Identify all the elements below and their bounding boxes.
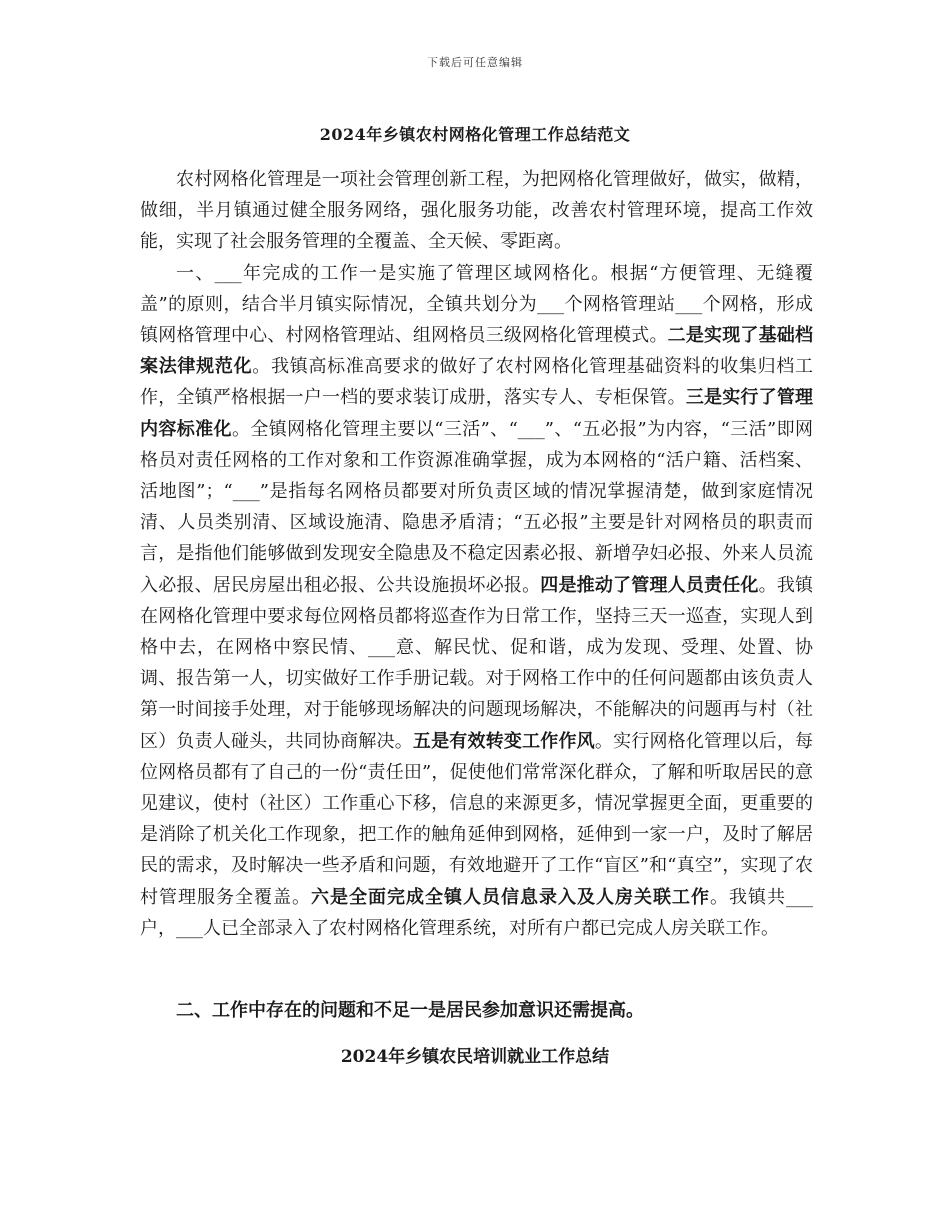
problems-section-heading: 二、工作中存在的问题和不足一是居民参加意识还需提高。 (176, 1000, 644, 1021)
intro-paragraph: 农村网格化管理是一项社会管理创新工程，为把网格化管理做好，做实，做精，做细，半月镇通过健全服务网络，强化服务功能，改善农村管理环境，提高工作效能，实现了社会服务管理的全覆盖、全天候、零距离。 (140, 169, 813, 253)
achievement-3-text: 。全镇网格化管理主要以“三活”、“___”、“五必报”为内容，“三活”即网格员对责任网格的工作对象和工作资源准确掌握，成为本网格的“活户籍、活档案、活地图”；“___”是指每名网格员都要对所负责区域的情况掌握清楚，做到家庭情况清、人员类别清、区域设施清、隐患矛盾清；“五必报”主要是针对网格员的职责而言，是指他们能够做到发现安全隐患及不稳定因素必报、新增孕妇必报、外来人员流入必报、居民房屋出租必报、公共设施损坏必报。 (140, 418, 814, 596)
achievement-6-heading: 六是全面完成全镇人员信息录入及人房关联工作 (311, 886, 710, 908)
achievements-paragraph (140, 258, 813, 944)
achievement-4-heading: 四是推动了管理人员责任化 (540, 574, 759, 596)
achievement-1-text: 一、___年完成的工作一是实施了管理区域网格化。根据“方便管理、无缝覆盖”的原则，结合半月镇实际情况，全镇共划分为___个网格管理站___个网格，形成镇网格管理中心、村网格管理站、组网格员三级网格化管理模式。 (140, 262, 813, 347)
next-document-title: 2024年乡镇农民培训就业工作总结 (340, 1047, 610, 1067)
page-header-note: 下载后可任意编辑 (427, 56, 523, 69)
achievement-6-text: 。我镇共___户，___人已全部录入了农村网格化管理系统，对所有户都已完成人房关联工作。 (140, 886, 813, 939)
achievement-2-text: 。我镇高标准高要求的做好了农村网格化管理基础资料的收集归档工作，全镇严格根据一户一档的要求装订成册，落实专人、专柜保管。 (140, 356, 814, 409)
document-body (140, 164, 813, 944)
achievement-2-heading: 二是实现了基础档案法律规范化 (140, 325, 814, 378)
achievement-5-heading: 五是有效转变工作作风 (412, 730, 595, 752)
achievement-3-heading: 三是实行了管理内容标准化 (140, 387, 814, 440)
achievement-5-text: 。实行网格化管理以后，每位网格员都有了自己的一份“责任田”，促使他们常常深化群众，了解和听取居民的意见建议，使村（社区）工作重心下移，信息的来源更多，情况掌握更全面，更重要的是消除了机关化工作现象，把工作的触角延伸到网格，延伸到一家一户，及时了解居民的需求，及时解决一些矛盾和问题，有效地避开了工作“盲区”和“真空”，实现了农村管理服务全覆盖。 (140, 730, 814, 908)
achievement-4-text: 。我镇在网格化管理中要求每位网格员都将巡查作为日常工作，坚持三天一巡查，实现人到格中去，在网格中察民情、___意、解民忧、促和谐，成为发现、受理、处置、协调、报告第一人，切实做好工作手册记载。对于网格工作中的任何问题都由该负责人第一时间接手处理，对于能够现场解决的问题现场解决，不能解决的问题再与村（社区）负责人碰头，共同协商解决。 (140, 574, 814, 752)
document-title: 2024年乡镇农村网格化管理工作总结范文 (319, 125, 631, 144)
